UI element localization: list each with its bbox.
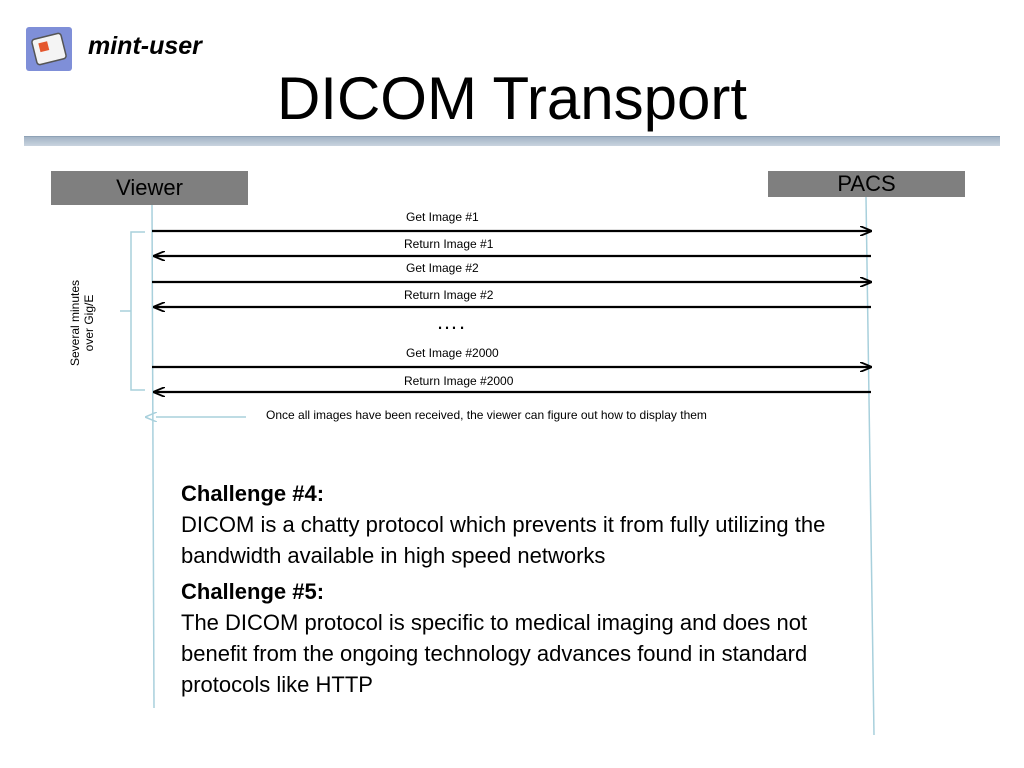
message-label: Get Image #1 <box>406 210 479 224</box>
duration-note <box>59 272 105 374</box>
challenge-4 <box>181 478 841 571</box>
challenge-5 <box>181 576 841 700</box>
message-label: Return Image #2 <box>404 288 494 302</box>
challenge-heading: Challenge #5: <box>181 579 325 604</box>
message-label: Get Image #2000 <box>406 346 499 360</box>
challenge-heading: Challenge #4: <box>181 481 325 506</box>
ellipsis: …. <box>436 309 467 334</box>
message-label: Return Image #1 <box>404 237 494 251</box>
logo-text: mint-user <box>88 32 202 60</box>
challenge-body: The DICOM protocol is specific to medical imaging and does not benefit from the ongoing technology advances found in standard protocols like HTTP <box>181 610 808 697</box>
message-label: Return Image #2000 <box>404 374 514 388</box>
pacs-participant-box: PACS <box>768 171 965 197</box>
viewer-participant-box: Viewer <box>51 171 248 205</box>
challenges-text <box>181 478 841 700</box>
message-label: Get Image #2 <box>406 261 479 275</box>
challenge-body: DICOM is a chatty protocol which prevents it from fully utilizing the bandwidth available in high speed networks <box>181 512 826 568</box>
final-note: Once all images have been received, the viewer can figure out how to display them <box>266 408 707 422</box>
duration-bracket <box>120 232 145 390</box>
page-title: DICOM Transport <box>276 65 748 132</box>
viewer-lifeline <box>152 205 154 708</box>
pacs-lifeline <box>866 197 874 735</box>
duration-note-text: Several minutes over Gig/E <box>68 279 96 367</box>
